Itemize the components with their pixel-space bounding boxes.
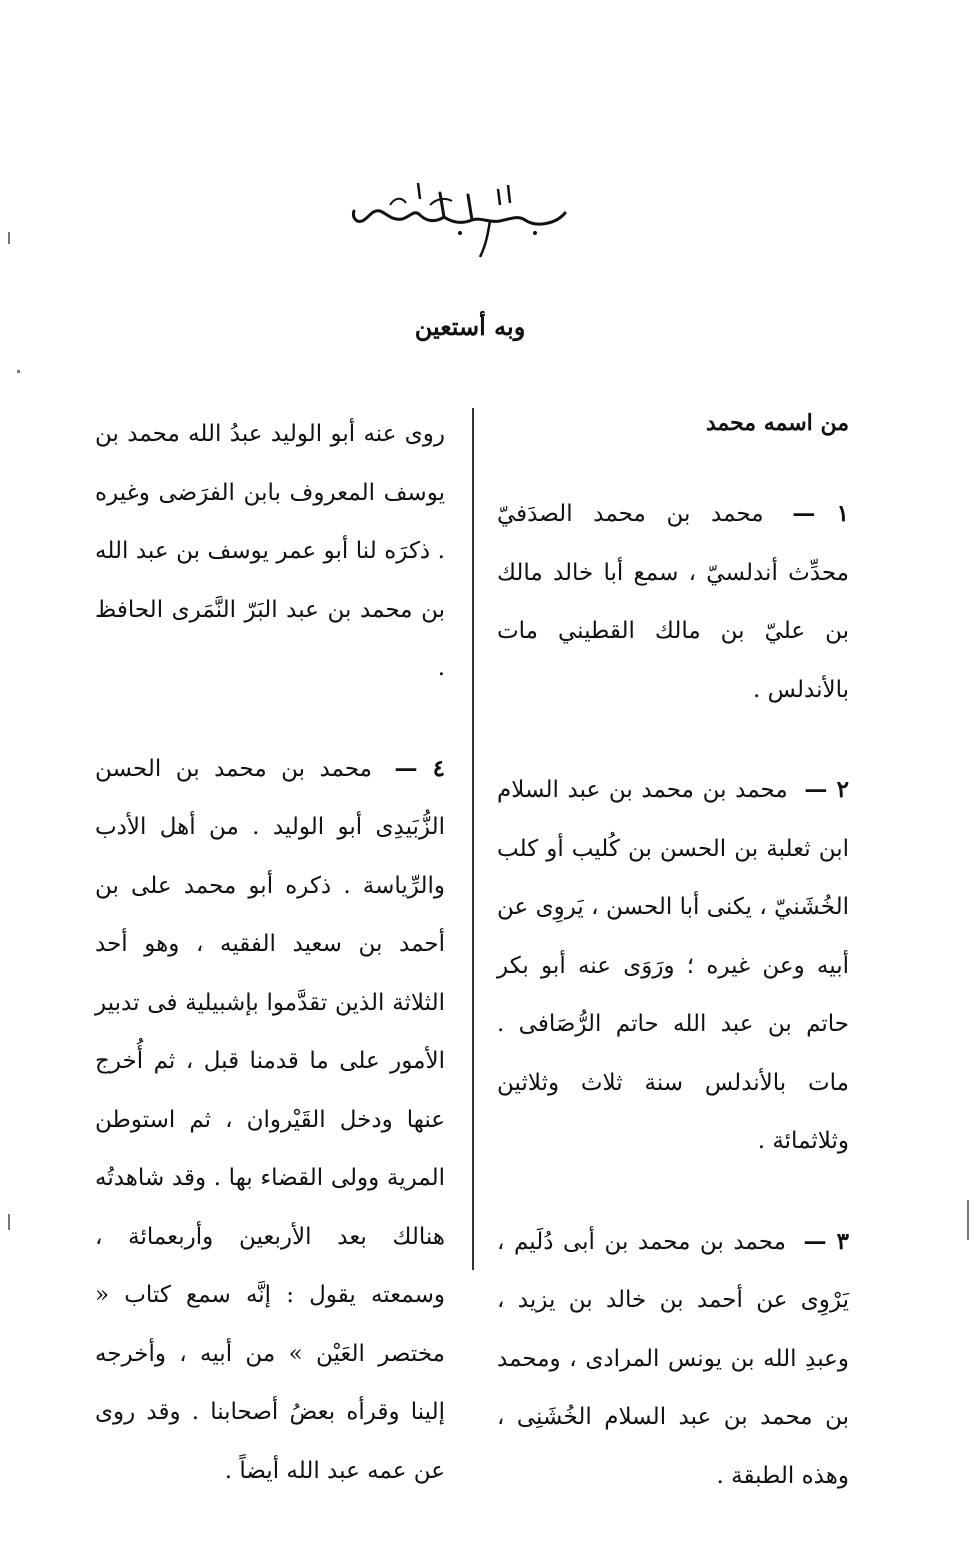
entry-3 — [497, 1213, 849, 1506]
subheading: وبه أستعين — [414, 312, 526, 341]
entry-text — [497, 761, 849, 1171]
entry-number: ٣ — — [803, 1227, 850, 1255]
continuation-text: روى عنه أبو الوليد عبدُ الله محمد بن يوسف المعروف بابن الفرَضى وغيره . ذكرَه لنا أبو عمر يوسف بن عبد الله بن محمد بن عبد البَرّ النَّمَرى الحافظ . — [95, 421, 445, 681]
entry-number: ٢ — — [804, 776, 849, 803]
scan-mark — [8, 232, 10, 244]
entry-body: محمد بن محمد الصدَفيّ محدِّث أندلسيّ ، سمع أبا خالد مالك بن عليّ بن مالك القطيني مات بالأندلس . — [497, 501, 849, 703]
basmala-calligraphy — [340, 175, 580, 265]
column-divider — [472, 408, 474, 1270]
entry-number: ٤ — — [394, 754, 445, 782]
entry-body: محمد بن محمد بن عبد السلام ابن ثعلبة بن الحسن بن كُليب أو كلب الخُشَنيّ ، يكنى أبا الحسن ، يَروِى عن أبيه وعن غيره ؛ ورَوَى عنه أبو بكر حاتم بن عبد الله حاتم الرُّصَافى . مات بالأندلس سنة ثلاث وثلاثين وثلاثمائة . — [497, 777, 849, 1154]
entry-4 — [95, 740, 445, 1501]
entry-number: ١ — — [792, 500, 850, 527]
scan-mark — [8, 1214, 10, 1230]
entry-text — [497, 485, 849, 719]
scan-mark — [17, 370, 20, 373]
entry-2-continuation — [95, 405, 445, 698]
right-column — [497, 405, 849, 1547]
scan-mark — [967, 1200, 969, 1240]
entry-1 — [497, 485, 849, 719]
left-column — [95, 405, 445, 1542]
entry-body: محمد بن محمد بن أبى دُلَيم ، يَرْوِى عن أحمد بن خالد بن يزيد ، وعبدِ الله بن يونس المرادى ، ومحمد بن محمد بن عبد السلام الخُشَنِى ، وهذه الطبقة . — [497, 1228, 849, 1489]
section-heading: من اسمه محمد — [705, 410, 849, 436]
entry-text — [497, 1213, 849, 1506]
entry-body: محمد بن محمد بن الحسن الزُّبَيدِى أبو الوليد . من أهل الأدب والرِّياسة . ذكره أبو محمد على بن أحمد بن سعيد الفقيه ، وهو أحد الثلاثة الذين تقدَّموا بإشبيلية فى تدبير الأمور على ما قدمنا قبل ، ثم أُخرج عنها ودخل القَيْروان ، ثم استوطن المرية وولى القضاء بها . وقد شاهدتُه هنالك بعد الأربعين وأربعمائة ، وسمعته يقول : إنَّه سمع كتاب « مختصر العَيْن » من أبيه ، وأخرجه إلينا وقرأه بعضُ أصحابنا . وقد روى عن عمه عبد الله أيضاً . — [95, 755, 445, 1484]
entry-2 — [497, 761, 849, 1171]
entry-text — [95, 740, 445, 1501]
